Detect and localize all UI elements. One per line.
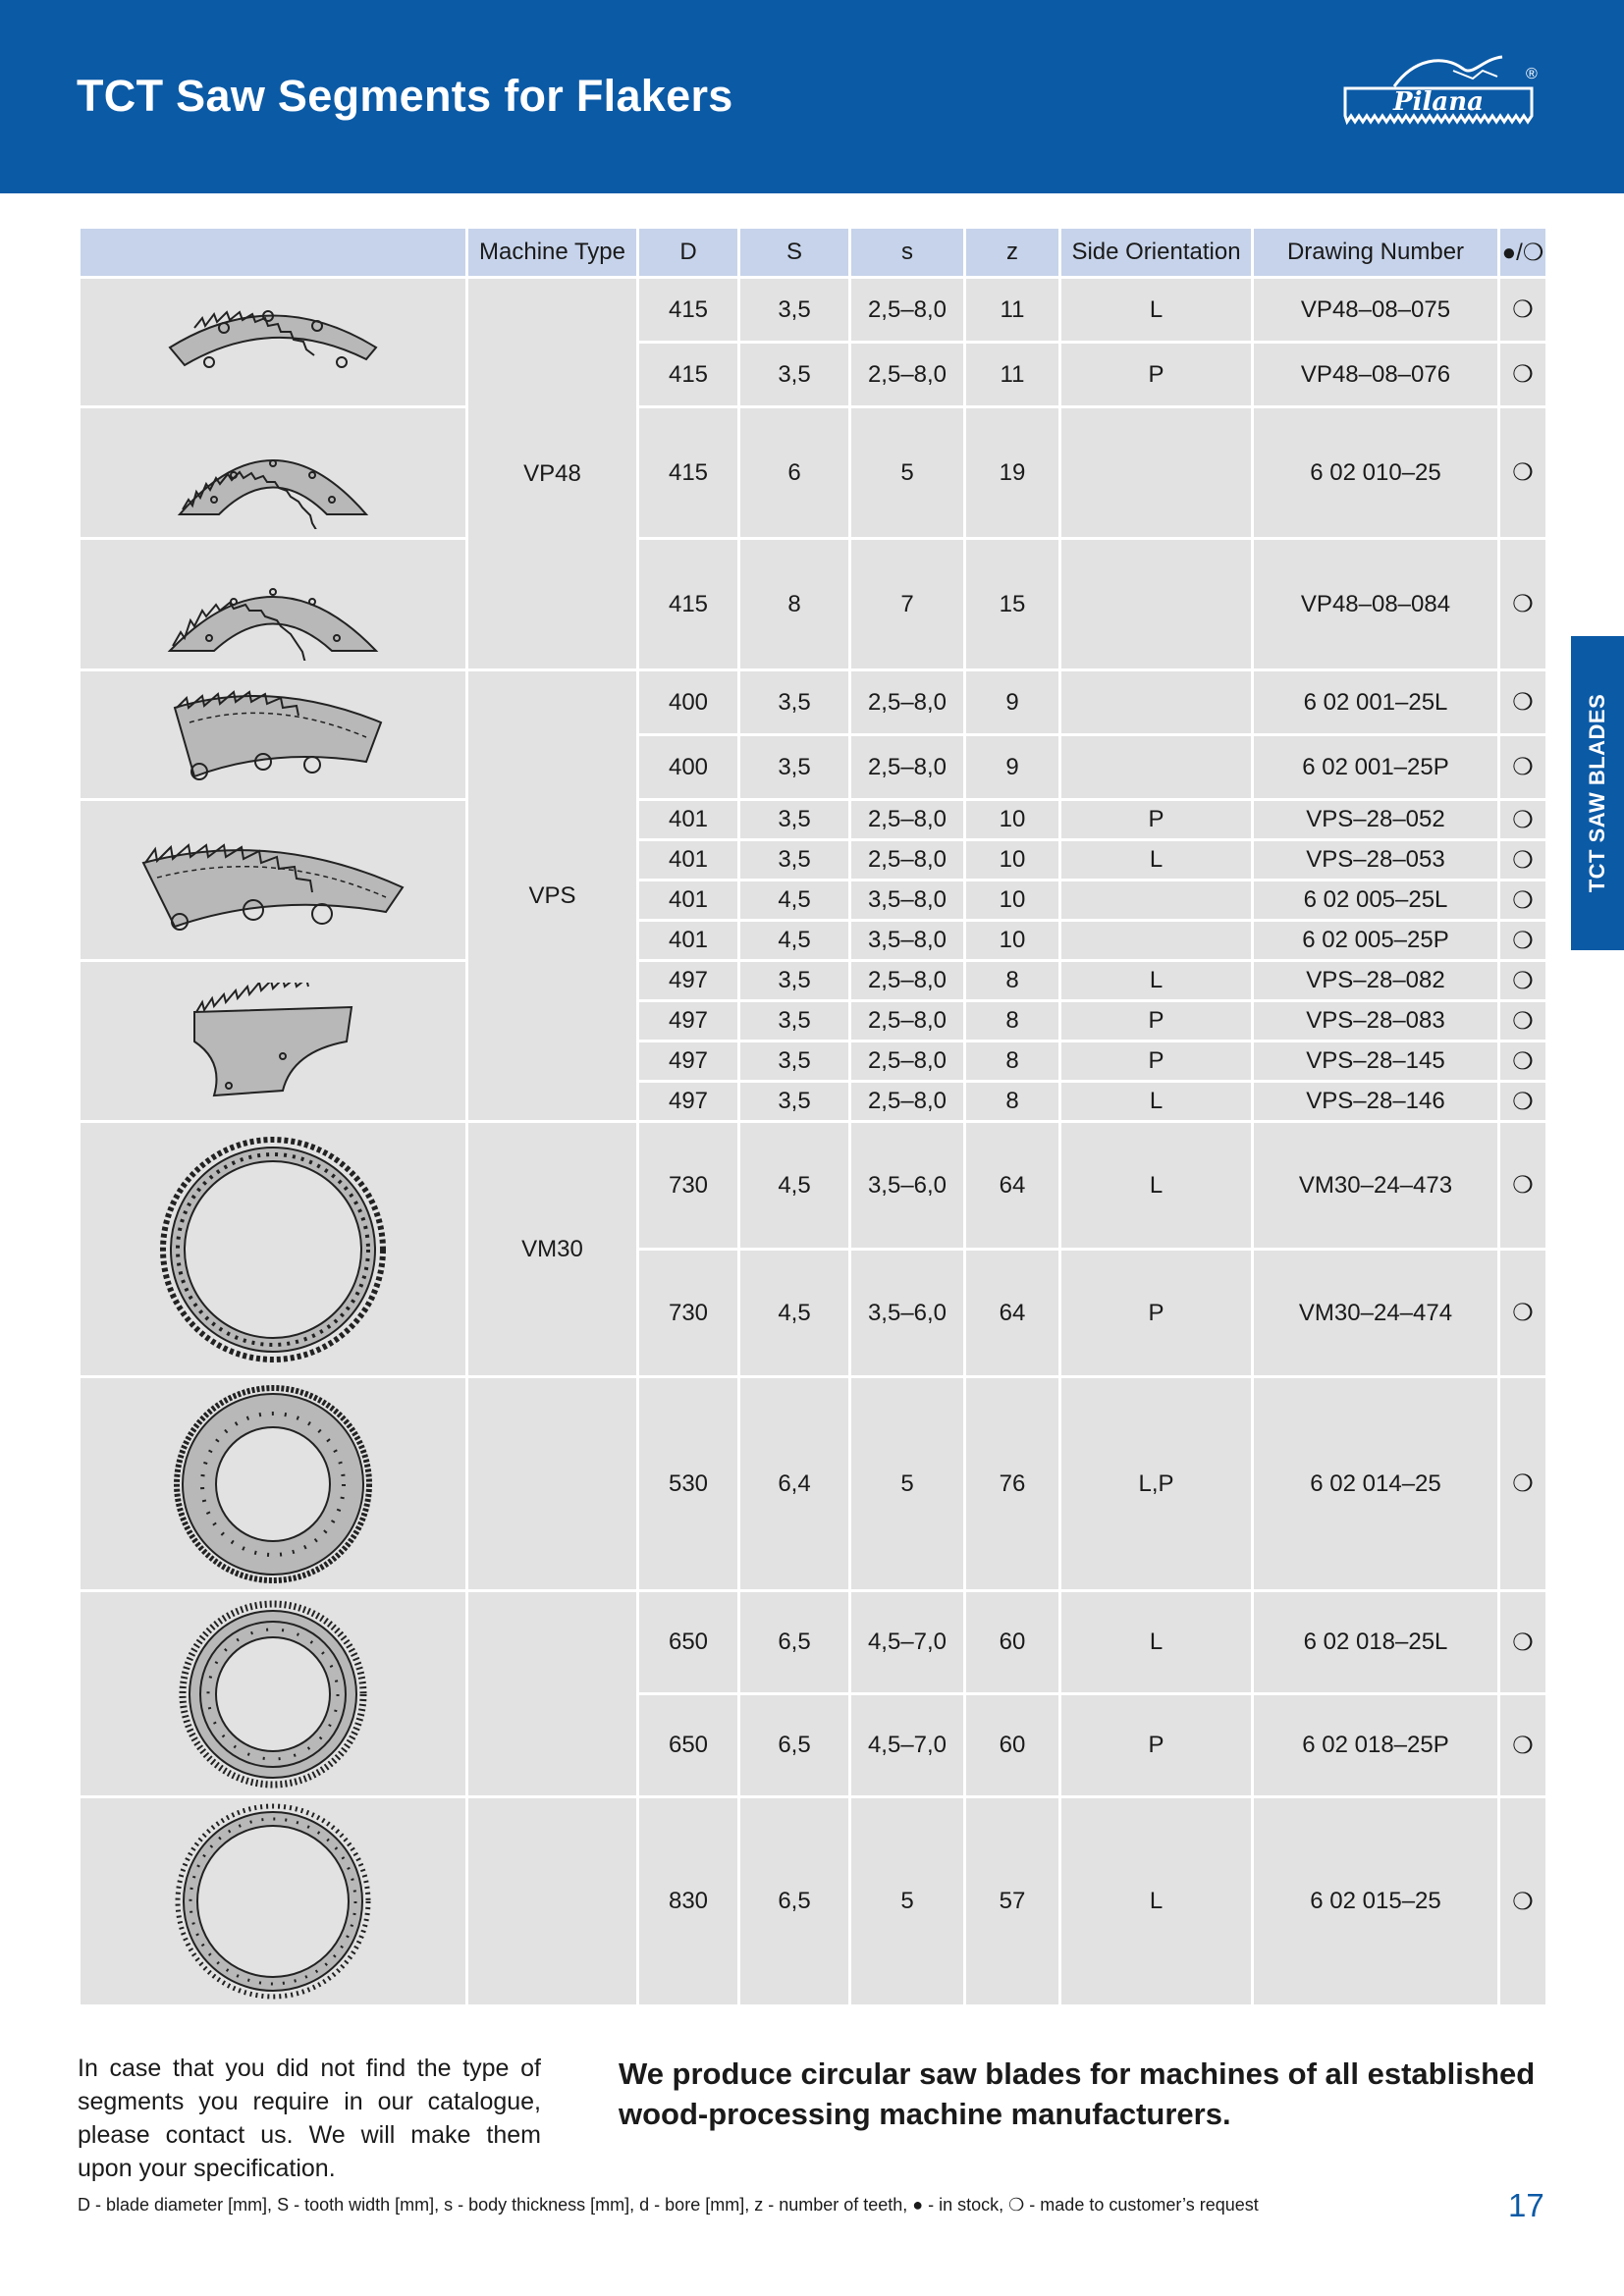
cell-d: 401 [639,922,737,959]
cell-teeth: 11 [966,279,1058,341]
side-tab-label: TCT SAW BLADES [1585,693,1609,893]
cell-d: 497 [639,962,737,999]
cell-body-thickness: 5 [851,408,963,537]
cell-drawing-number: 6 02 018–25L [1254,1592,1497,1692]
cell-availability: ❍ [1500,736,1545,798]
cell-body-thickness: 3,5–8,0 [851,922,963,959]
table-row [81,540,1545,668]
cell-d: 415 [639,344,737,405]
cell-tooth-width: 3,5 [740,801,848,838]
cell-d: 730 [639,1123,737,1248]
cell-body-thickness: 3,5–8,0 [851,881,963,919]
cell-teeth: 10 [966,881,1058,919]
cell-drawing-number: VM30–24–473 [1254,1123,1497,1248]
cell-availability: ❍ [1500,801,1545,838]
segment-drawing-3 [81,540,465,668]
cell-teeth: 60 [966,1592,1058,1692]
cell-teeth: 9 [966,736,1058,798]
cell-body-thickness: 2,5–8,0 [851,1042,963,1080]
cell-availability: ❍ [1500,962,1545,999]
cell-availability: ❍ [1500,1798,1545,2004]
cell-body-thickness: 2,5–8,0 [851,841,963,879]
cell-body-thickness: 2,5–8,0 [851,279,963,341]
cell-teeth: 10 [966,841,1058,879]
table-row [81,1592,1545,1692]
header-tooth-width: S [740,229,848,276]
cell-body-thickness: 2,5–8,0 [851,344,963,405]
cell-availability: ❍ [1500,1042,1545,1080]
cell-drawing-number: 6 02 015–25 [1254,1798,1497,2004]
segment-drawing-5 [81,801,465,959]
saw-blade-650-icon [175,1596,371,1792]
cell-teeth: 19 [966,408,1058,537]
cell-tooth-width: 4,5 [740,1251,848,1375]
cell-body-thickness: 2,5–8,0 [851,1083,963,1120]
cell-tooth-width: 6,5 [740,1695,848,1795]
cell-side-orientation [1061,736,1251,798]
table-row [81,1123,1545,1248]
page-number: 17 [1508,2187,1544,2223]
header-drawing-number: Drawing Number [1254,229,1497,276]
table-row [81,1378,1545,1589]
cell-d: 497 [639,1002,737,1040]
cell-d: 415 [639,279,737,341]
saw-blade-830-icon [170,1798,376,2004]
segment-drawing-2 [81,408,465,537]
segment-6-icon [175,983,371,1100]
cell-d: 401 [639,801,737,838]
machine-type-empty [468,1798,636,2004]
cell-side-orientation: L [1061,962,1251,999]
cell-side-orientation: L [1061,279,1251,341]
cell-tooth-width: 4,5 [740,881,848,919]
segment-5-icon [135,824,410,936]
cell-drawing-number: VP48–08–076 [1254,344,1497,405]
spec-table [78,226,1548,2007]
cell-body-thickness: 2,5–8,0 [851,962,963,999]
segment-drawing-1 [81,279,465,405]
cell-tooth-width: 3,5 [740,841,848,879]
cell-tooth-width: 3,5 [740,1002,848,1040]
cell-d: 401 [639,881,737,919]
blade-drawing-830 [81,1798,465,2004]
machine-type-vm30: VM30 [468,1123,636,1375]
machine-type-empty [468,1592,636,1795]
cell-body-thickness: 7 [851,540,963,668]
cell-tooth-width: 6 [740,408,848,537]
cell-d: 730 [639,1251,737,1375]
contact-note: In case that you did not find the type of segments you require in our catalogue, please contact us. We will make them upon your specification. [78,2055,541,2182]
cell-tooth-width: 3,5 [740,279,848,341]
header-teeth: z [966,229,1058,276]
header-d: D [639,229,737,276]
header-image [81,229,465,276]
cell-availability: ❍ [1500,1378,1545,1589]
cell-availability: ❍ [1500,671,1545,733]
cell-body-thickness: 3,5–6,0 [851,1251,963,1375]
table-row [81,801,1545,838]
segment-drawing-6 [81,962,465,1120]
cell-availability: ❍ [1500,841,1545,879]
cell-availability: ❍ [1500,1695,1545,1795]
cell-d: 497 [639,1083,737,1120]
header-availability: ●/❍ [1500,229,1545,276]
segment-2-icon [165,416,381,529]
cell-drawing-number: 6 02 010–25 [1254,408,1497,537]
cell-drawing-number: VPS–28–083 [1254,1002,1497,1040]
cell-body-thickness: 5 [851,1378,963,1589]
cell-side-orientation [1061,540,1251,668]
cell-side-orientation: L [1061,1083,1251,1120]
cell-body-thickness: 4,5–7,0 [851,1592,963,1692]
cell-drawing-number: 6 02 001–25P [1254,736,1497,798]
pilana-logo [1335,49,1542,142]
cell-drawing-number: 6 02 005–25P [1254,922,1497,959]
cell-side-orientation: P [1061,344,1251,405]
segment-3-icon [155,548,391,661]
logo-text: Pilana [1393,87,1484,117]
cell-teeth: 10 [966,922,1058,959]
saw-blade-vm30-icon [155,1132,391,1367]
cell-teeth: 8 [966,1042,1058,1080]
cell-body-thickness: 2,5–8,0 [851,801,963,838]
cell-drawing-number: VPS–28–082 [1254,962,1497,999]
cell-d: 650 [639,1695,737,1795]
machine-type-vp48: VP48 [468,279,636,668]
cell-teeth: 57 [966,1798,1058,2004]
cell-side-orientation [1061,671,1251,733]
cell-body-thickness: 4,5–7,0 [851,1695,963,1795]
cell-body-thickness: 5 [851,1798,963,2004]
cell-drawing-number: 6 02 001–25L [1254,671,1497,733]
cell-teeth: 60 [966,1695,1058,1795]
cell-side-orientation: P [1061,801,1251,838]
cell-teeth: 76 [966,1378,1058,1589]
cell-tooth-width: 3,5 [740,962,848,999]
cell-d: 497 [639,1042,737,1080]
cell-availability: ❍ [1500,881,1545,919]
cell-d: 415 [639,540,737,668]
table-header-row [81,229,1545,276]
cell-side-orientation: L [1061,841,1251,879]
segment-4-icon [155,678,391,791]
cell-availability: ❍ [1500,1251,1545,1375]
cell-body-thickness: 3,5–6,0 [851,1123,963,1248]
cell-drawing-number: 6 02 018–25P [1254,1695,1497,1795]
cell-teeth: 10 [966,801,1058,838]
cell-side-orientation: P [1061,1695,1251,1795]
legend: D - blade diameter [mm], S - tooth width [mm], s - body thickness [mm], d - bore [mm], z - number of teeth, ● - in stock, ❍ - made to customer’s request [78,2195,1259,2215]
cell-body-thickness: 2,5–8,0 [851,671,963,733]
cell-d: 400 [639,736,737,798]
cell-tooth-width: 3,5 [740,1042,848,1080]
cell-side-orientation: P [1061,1251,1251,1375]
table-row [81,279,1545,341]
cell-drawing-number: VP48–08–075 [1254,279,1497,341]
cell-d: 650 [639,1592,737,1692]
cell-tooth-width: 3,5 [740,736,848,798]
cell-teeth: 8 [966,1002,1058,1040]
cell-side-orientation [1061,922,1251,959]
page-title: TCT Saw Segments for Flakers [77,71,733,121]
cell-tooth-width: 3,5 [740,1083,848,1120]
cell-availability: ❍ [1500,922,1545,959]
cell-side-orientation [1061,408,1251,537]
cell-drawing-number: VPS–28–146 [1254,1083,1497,1120]
cell-teeth: 11 [966,344,1058,405]
blade-drawing-530 [81,1378,465,1589]
blade-drawing-vm30 [81,1123,465,1375]
cell-availability: ❍ [1500,408,1545,537]
cell-side-orientation: L [1061,1592,1251,1692]
cell-tooth-width: 3,5 [740,344,848,405]
cell-availability: ❍ [1500,1083,1545,1120]
cell-drawing-number: VPS–28–052 [1254,801,1497,838]
cell-d: 401 [639,841,737,879]
cell-d: 830 [639,1798,737,2004]
cell-teeth: 15 [966,540,1058,668]
slogan: We produce circular saw blades for machines of all established wood-processing machine manufacturers. [619,2056,1536,2131]
cell-body-thickness: 2,5–8,0 [851,736,963,798]
cell-d: 400 [639,671,737,733]
cell-tooth-width: 3,5 [740,671,848,733]
cell-tooth-width: 6,5 [740,1592,848,1692]
blade-drawing-650 [81,1592,465,1795]
cell-side-orientation [1061,881,1251,919]
cell-teeth: 64 [966,1123,1058,1248]
cell-side-orientation: L [1061,1798,1251,2004]
cell-teeth: 8 [966,962,1058,999]
cell-availability: ❍ [1500,279,1545,341]
cell-availability: ❍ [1500,540,1545,668]
header-body-thickness: s [851,229,963,276]
cell-teeth: 8 [966,1083,1058,1120]
cell-availability: ❍ [1500,1123,1545,1248]
cell-tooth-width: 8 [740,540,848,668]
cell-teeth: 64 [966,1251,1058,1375]
cell-tooth-width: 4,5 [740,1123,848,1248]
cell-side-orientation: L [1061,1123,1251,1248]
cell-availability: ❍ [1500,1002,1545,1040]
saw-blade-530-icon [170,1381,376,1587]
cell-d: 530 [639,1378,737,1589]
header-machine-type: Machine Type [468,229,636,276]
header-side-orientation: Side Orientation [1061,229,1251,276]
cell-drawing-number: VM30–24–474 [1254,1251,1497,1375]
cell-tooth-width: 6,4 [740,1378,848,1589]
table-row [81,1798,1545,2004]
registered-mark: ® [1526,66,1538,82]
cell-drawing-number: 6 02 014–25 [1254,1378,1497,1589]
cell-drawing-number: 6 02 005–25L [1254,881,1497,919]
cell-side-orientation: L,P [1061,1378,1251,1589]
cell-teeth: 9 [966,671,1058,733]
cell-drawing-number: VPS–28–053 [1254,841,1497,879]
table-row [81,962,1545,999]
cell-availability: ❍ [1500,1592,1545,1692]
cell-side-orientation: P [1061,1002,1251,1040]
cell-body-thickness: 2,5–8,0 [851,1002,963,1040]
cell-availability: ❍ [1500,344,1545,405]
segment-drawing-4 [81,671,465,798]
machine-type-empty [468,1378,636,1589]
cell-drawing-number: VPS–28–145 [1254,1042,1497,1080]
machine-type-vps: VPS [468,671,636,1120]
cell-drawing-number: VP48–08–084 [1254,540,1497,668]
table-row [81,671,1545,733]
page-header [0,0,1624,193]
table-row [81,408,1545,537]
cell-side-orientation: P [1061,1042,1251,1080]
cell-tooth-width: 6,5 [740,1798,848,2004]
cell-tooth-width: 4,5 [740,922,848,959]
cell-d: 415 [639,408,737,537]
segment-1-icon [155,289,391,397]
